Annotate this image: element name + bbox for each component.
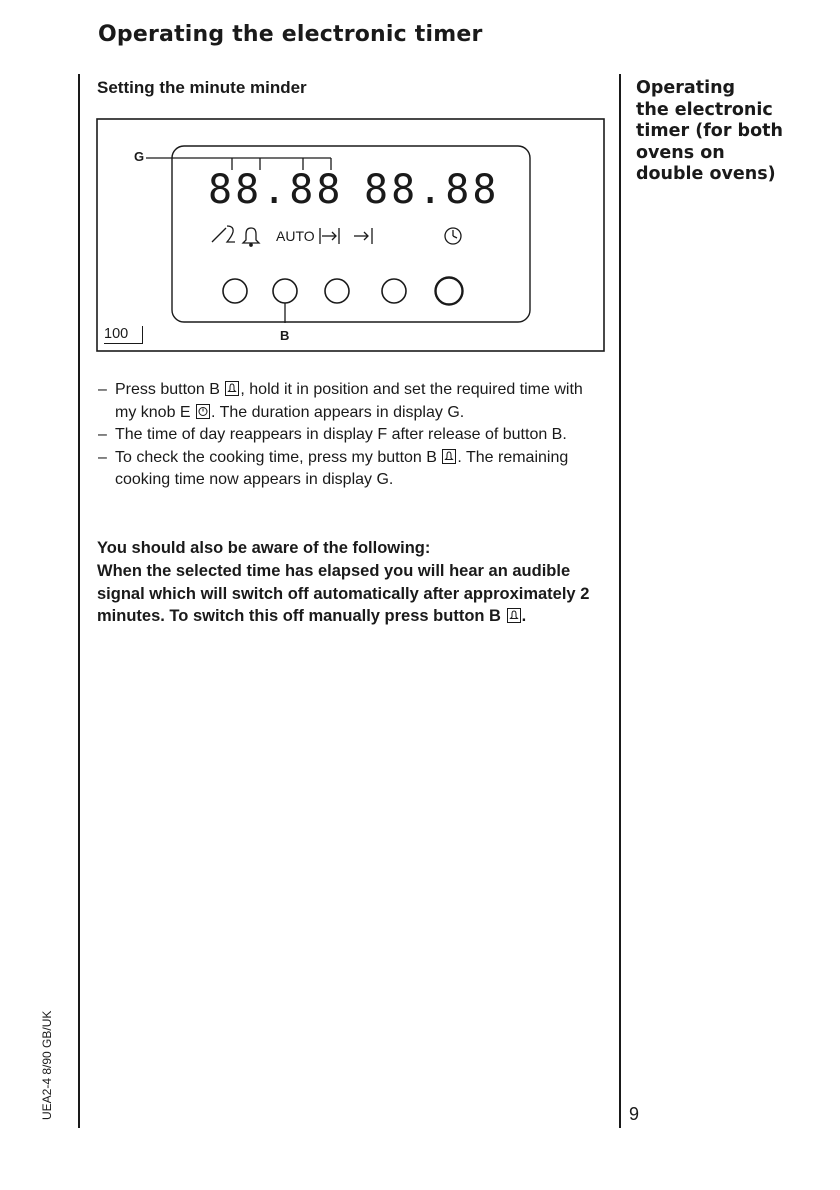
hob-icon bbox=[212, 226, 235, 242]
list-item bbox=[98, 424, 606, 447]
auto-start-icon bbox=[320, 228, 339, 244]
page-title: Operating the electronic timer bbox=[98, 22, 483, 47]
instruction-text: . The duration appears in display G. bbox=[211, 403, 465, 421]
instruction-text: Press button B bbox=[115, 381, 225, 398]
end-time-icon bbox=[354, 228, 372, 244]
knob-1 bbox=[223, 279, 247, 303]
footer-code: UEA2-4 8/90 GB/UK bbox=[40, 1010, 54, 1120]
note-body bbox=[97, 560, 605, 628]
figure-number: 100 bbox=[104, 326, 143, 344]
note-heading: You should also be aware of the following: bbox=[97, 539, 431, 557]
knob-4 bbox=[382, 279, 406, 303]
note-body-text: When the selected time has elapsed you will hear an audible signal which will switch off automatically after approximately 2 minutes. To switch this off manually press button B bbox=[97, 561, 590, 626]
clock-icon bbox=[445, 228, 461, 244]
display-f: 88.88 bbox=[364, 167, 500, 213]
note-block bbox=[97, 537, 605, 628]
left-column-rule bbox=[78, 74, 80, 1128]
label-b: B bbox=[280, 328, 290, 343]
list-item bbox=[98, 379, 606, 424]
label-g: G bbox=[134, 149, 145, 164]
list-item bbox=[98, 447, 606, 492]
timer-panel-drawing bbox=[96, 118, 605, 352]
instruction-text: The time of day reappears in display F after release of button B. bbox=[115, 426, 567, 443]
bell-key-icon bbox=[507, 608, 521, 623]
bullet-dash: – bbox=[98, 426, 107, 443]
bell-key-icon bbox=[225, 381, 239, 396]
side-heading-line: ovens on bbox=[636, 142, 725, 163]
side-heading bbox=[636, 78, 826, 186]
knob-5 bbox=[436, 278, 463, 305]
instruction-text: . The remaining cooking time now appears in display G. bbox=[115, 448, 569, 488]
note-end-punct: . bbox=[521, 607, 527, 626]
side-heading-line: double ovens) bbox=[636, 164, 776, 184]
bullet-dash: – bbox=[98, 381, 107, 398]
bell-key-icon bbox=[442, 449, 456, 464]
side-heading-line: the electronic bbox=[636, 99, 773, 120]
knob-2-button-b bbox=[273, 279, 297, 303]
display-g: 88.88 bbox=[208, 167, 344, 213]
side-heading-line: timer (for both bbox=[636, 121, 783, 141]
instruction-text: To check the cooking time, press my button B bbox=[115, 448, 442, 466]
instructions-list bbox=[98, 379, 606, 492]
clock-key-icon bbox=[196, 404, 210, 419]
instruction-text: , hold it in position and set the required time with my knob E bbox=[115, 381, 583, 421]
section-heading: Setting the minute minder bbox=[97, 78, 307, 97]
page-number: 9 bbox=[629, 1104, 640, 1124]
side-heading-line: Operating bbox=[636, 78, 736, 98]
auto-label: AUTO bbox=[276, 228, 315, 244]
bullet-dash: – bbox=[98, 448, 107, 466]
knob-3 bbox=[325, 279, 349, 303]
timer-panel-figure bbox=[96, 118, 605, 352]
right-column-rule bbox=[619, 74, 621, 1128]
bell-icon bbox=[243, 228, 259, 246]
